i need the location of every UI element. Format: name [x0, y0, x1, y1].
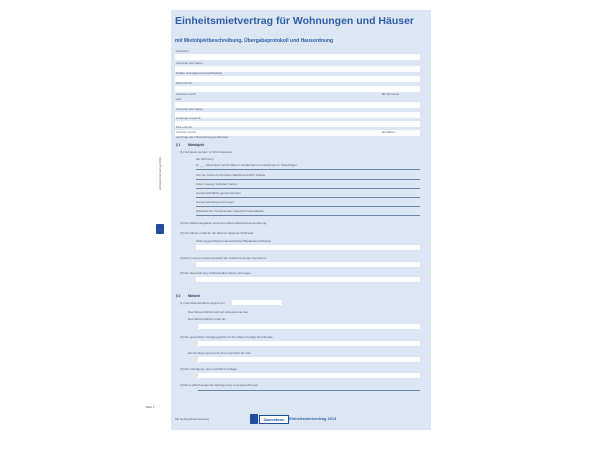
section-line: Das Mietverhältnis läuft auf unbestimmte Zeit. [188, 310, 249, 314]
rule [198, 390, 420, 391]
keys-field[interactable] [196, 245, 420, 250]
section-line: Ein Kündigungsverzicht wird vereinbart bis zum [188, 351, 252, 355]
landlord-name-field[interactable] [175, 54, 420, 60]
side-text: Einheitsmietvertrag 2013 [158, 156, 162, 190]
tenant-city-field[interactable] [175, 121, 420, 127]
product-name: Einheitsmietvertrag 2013 [289, 416, 337, 421]
landlord-field-label: PLZ und Ort [176, 81, 193, 85]
section-line: (5) Die Hausordnung ist Bestandteil dieses Vertrages. [180, 271, 252, 275]
section-line: die Wohnung [196, 157, 214, 161]
landlord-footer-right: - als Vermieter - [380, 92, 402, 96]
section-number: § 2 [176, 294, 181, 298]
rule [196, 206, 420, 207]
waiver-field[interactable] [198, 357, 420, 362]
section-line: im ___ Stock links rechts Mitte im Vorderhaus im Hinterhaus im Seitenflügel [196, 163, 297, 167]
section-line: (2) Die Flächenangaben sind keine Beschaffenheitsvereinbarung. [180, 221, 268, 225]
rule [196, 169, 420, 170]
rule [196, 197, 420, 198]
section-line: (4) Eine Untervermietung bedarf der Zustimmung des Vermieters. [180, 256, 268, 260]
section-line: Zimmer Küche Kochnische Bad/Dusche/WC Toilette [196, 173, 266, 177]
section-line: Das Mietverhältnis endet am [188, 317, 227, 321]
section-line: (4) Eine stillschweigende Verlängerung ist ausgeschlossen. [180, 383, 259, 387]
notice-period-field[interactable] [198, 341, 420, 346]
brand-name: Zweckform [259, 415, 289, 424]
page-number: Blatt 1 [146, 405, 155, 409]
landlord-footer-left: vertreten durch [176, 92, 197, 96]
tenant-field-label: bisherige Anschrift [176, 116, 201, 120]
footer-note: Mit Gebrauchsanweisung [175, 417, 209, 421]
section-line: Gemeinschaftseinrichtungen [196, 200, 235, 204]
house-rules-field[interactable] [196, 277, 420, 282]
sublet-field[interactable] [196, 262, 420, 267]
section-line: (3) Die Kündigung muss schriftlich erfolgen. [180, 367, 239, 371]
landlord-label: Zwischen [176, 49, 189, 53]
section-line: (2) Die gesetzliche Kündigungsfrist für den Mieter beträgt drei Monate. [180, 335, 274, 339]
section-line: (1) Vermietet werden zu Wohnzwecken [180, 150, 233, 154]
section-line: Keller Garage Stellplatz Garten [196, 182, 238, 186]
section-heading: Mietobjekt [188, 143, 204, 147]
section-number: § 1 [176, 143, 181, 147]
tenant-label: und [176, 97, 182, 101]
rule [196, 188, 420, 189]
contract-closing: wird folgender Mietvertrag geschlossen: [176, 135, 230, 139]
section-heading: Mietzeit [188, 294, 200, 298]
section-line: Waschküche Trockenboden Speicher Fahrradkeller [196, 209, 265, 213]
tenant-address-field[interactable] [175, 112, 420, 118]
section-line: (1) Das Mietverhältnis beginnt am [180, 301, 225, 305]
landlord-field-label: Vorname und Name [176, 61, 203, 65]
start-date-field[interactable] [232, 300, 282, 305]
section-line: Wohnungsschlüssel Hausschlüssel Briefkastenschlüssel [196, 239, 271, 243]
section-line: Gemeinschaftlich genutzt werden: [196, 191, 242, 195]
brand-logo-icon [250, 414, 258, 424]
rule [196, 179, 420, 180]
tenant-footer-right: - als Mieter - [380, 130, 397, 134]
landlord-city-field[interactable] [175, 76, 420, 82]
document-subtitle: mit Mietobjektbeschreibung, Übergabeprotokoll und Hausordnung [175, 38, 334, 44]
end-date-field[interactable] [198, 324, 420, 329]
document-title: Einheitsmietvertrag für Wohnungen und Häuser [175, 15, 414, 27]
rule [196, 215, 420, 216]
landlord-field-label: Straße und Hausnummer/Postfach [176, 71, 223, 75]
tenant-footer-left: vertreten durch [176, 130, 197, 134]
section-line: (3) Der Mieter erhält für die Mietzeit folgende Schlüssel: [180, 231, 255, 235]
brand-logo-icon [156, 224, 164, 234]
termination-field[interactable] [198, 373, 420, 378]
tenant-name-field[interactable] [175, 102, 420, 108]
tenant-field-label: Vorname und Name [176, 107, 203, 111]
tenant-field-label: PLZ und Ort [176, 125, 193, 129]
